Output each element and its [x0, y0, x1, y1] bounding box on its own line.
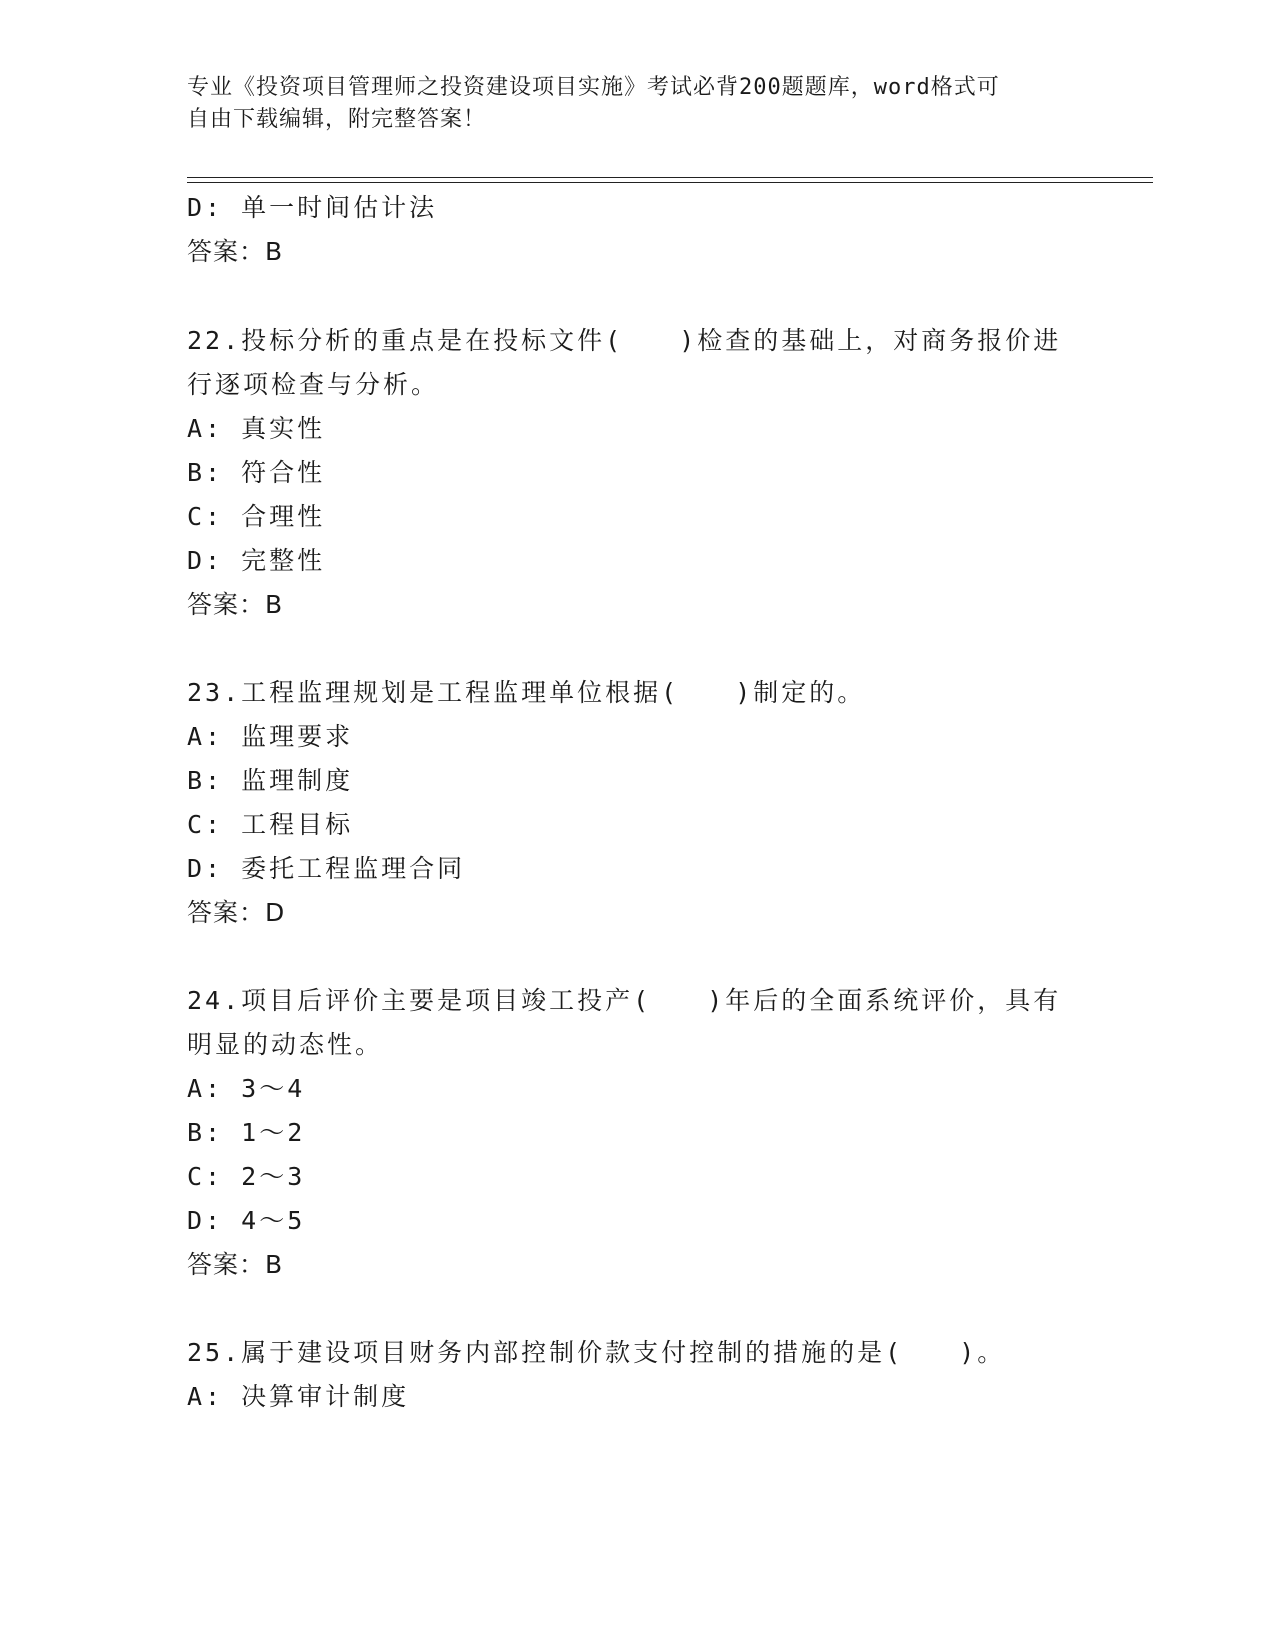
question-24-option-d: D: 4～5 — [187, 1206, 306, 1235]
header-line-1: 专业《投资项目管理师之投资建设项目实施》考试必背200题题库，word格式可 — [187, 75, 1000, 100]
question-22-option-d: D: 完整性 — [187, 546, 326, 575]
question-23-stem: 23.工程监理规划是工程监理单位根据( )制定的。 — [187, 678, 866, 707]
question-24-answer: 答案：B — [187, 1250, 284, 1279]
question-22-stem: 22.投标分析的重点是在投标文件( )检查的基础上，对商务报价进 — [187, 326, 1062, 355]
question-22-option-b: B: 符合性 — [187, 458, 326, 487]
option-d: D: 单一时间估计法 — [187, 193, 438, 222]
header-line-2: 自由下载编辑，附完整答案！ — [187, 107, 487, 132]
question-22-stem-cont: 行逐项检查与分析。 — [187, 370, 440, 399]
question-23-option-a: A: 监理要求 — [187, 722, 354, 751]
answer-line: 答案：B — [187, 237, 284, 266]
question-24-stem-cont: 明显的动态性。 — [187, 1030, 384, 1059]
question-24-option-c: C: 2～3 — [187, 1162, 306, 1191]
question-23-option-c: C: 工程目标 — [187, 810, 354, 839]
question-25-option-a: A: 决算审计制度 — [187, 1382, 410, 1411]
question-22-option-a: A: 真实性 — [187, 414, 326, 443]
question-22-answer: 答案：B — [187, 590, 284, 619]
question-24-option-b: B: 1～2 — [187, 1118, 306, 1147]
question-24-option-a: A: 3～4 — [187, 1074, 306, 1103]
question-24-stem: 24.项目后评价主要是项目竣工投产( )年后的全面系统评价，具有 — [187, 986, 1062, 1015]
document-header — [187, 72, 1067, 136]
question-23-answer: 答案：D — [187, 898, 286, 927]
question-25-stem: 25.属于建设项目财务内部控制价款支付控制的措施的是( )。 — [187, 1338, 1006, 1367]
header-divider-top — [187, 177, 1153, 178]
question-22-option-c: C: 合理性 — [187, 502, 326, 531]
question-23-option-d: D: 委托工程监理合同 — [187, 854, 466, 883]
header-divider-bottom — [187, 182, 1153, 183]
question-23-option-b: B: 监理制度 — [187, 766, 354, 795]
